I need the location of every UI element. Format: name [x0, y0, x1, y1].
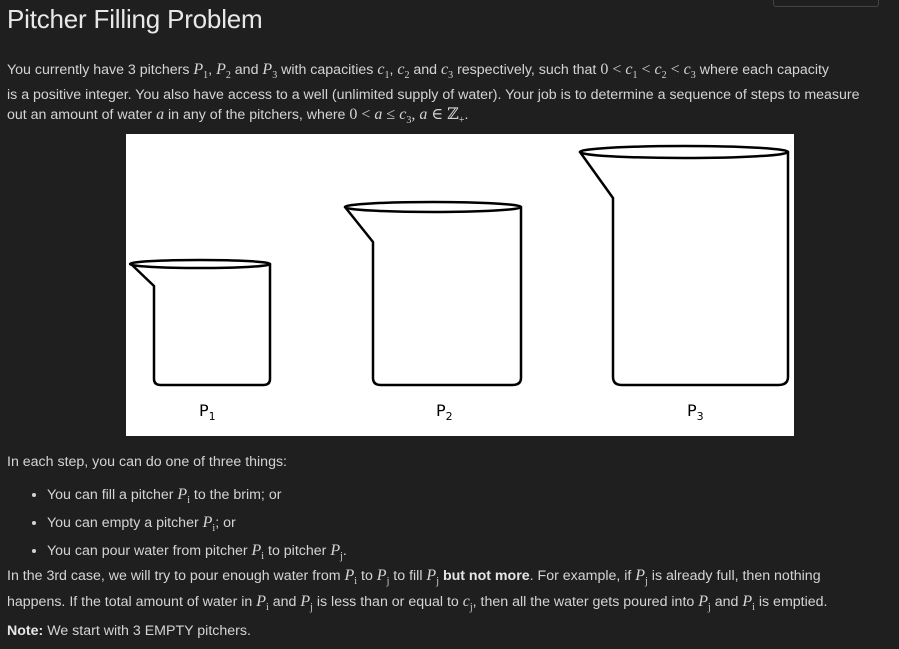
pitcher-2-label: $P_2$: [436, 401, 453, 423]
note-text: We start with 3 EMPTY pitchers.: [43, 623, 251, 639]
steps-list: [7, 484, 647, 569]
list-item: • You can fill a pitcher $P_i$ to the brim; or: [47, 484, 647, 512]
pitcher-1-label: $P_1$: [199, 401, 216, 423]
note-label: Note:: [7, 623, 44, 639]
list-item: • You can empty a pitcher $P_i$; or: [47, 512, 647, 540]
third-case-paragraph: In the 3rd case, we will try to pour enough water from $P_i$ to $P_j$ to fill $P_j$ but not more. For example, if $P_j$ is already full, then nothing happens. If the total amount of water in $P_i$ and $P_j$ is less than or equal to $c_j$, then all the water gets poured into $P_j$ and $P_i$ is emptied.: [7, 567, 828, 613]
list-item: • You can pour water from pitcher $P_i$ to pitcher $P_j$.: [47, 540, 647, 568]
page-title: Pitcher Filling Problem: [7, 4, 263, 34]
top-right-box: [773, 0, 879, 7]
note-paragraph: [7, 622, 251, 642]
pitcher-2: [345, 202, 521, 385]
pitcher-1: [130, 260, 270, 385]
pitcher-3: [580, 146, 788, 385]
intro-paragraph: You currently have 3 pitchers $P_1$, $P_2$ and $P_3$ with capacities $c_1$, $c_2$ and $c_3$ respectively, such that $0 < c_1 < c_2 < c_3$ where each capacity is a positive integer. You also have access to a well (unlimited supply of water). Your job is to determine a sequence of steps to measure out an amount of water a in any of the pitchers, where $0 < a \le c_3$, a ∈ ℤ$_+$.: [7, 61, 860, 127]
steps-intro: In each step, you can do one of three things:: [7, 454, 288, 470]
pitchers-figure: [126, 134, 794, 436]
pitcher-3-label: $P_3$: [687, 401, 704, 423]
